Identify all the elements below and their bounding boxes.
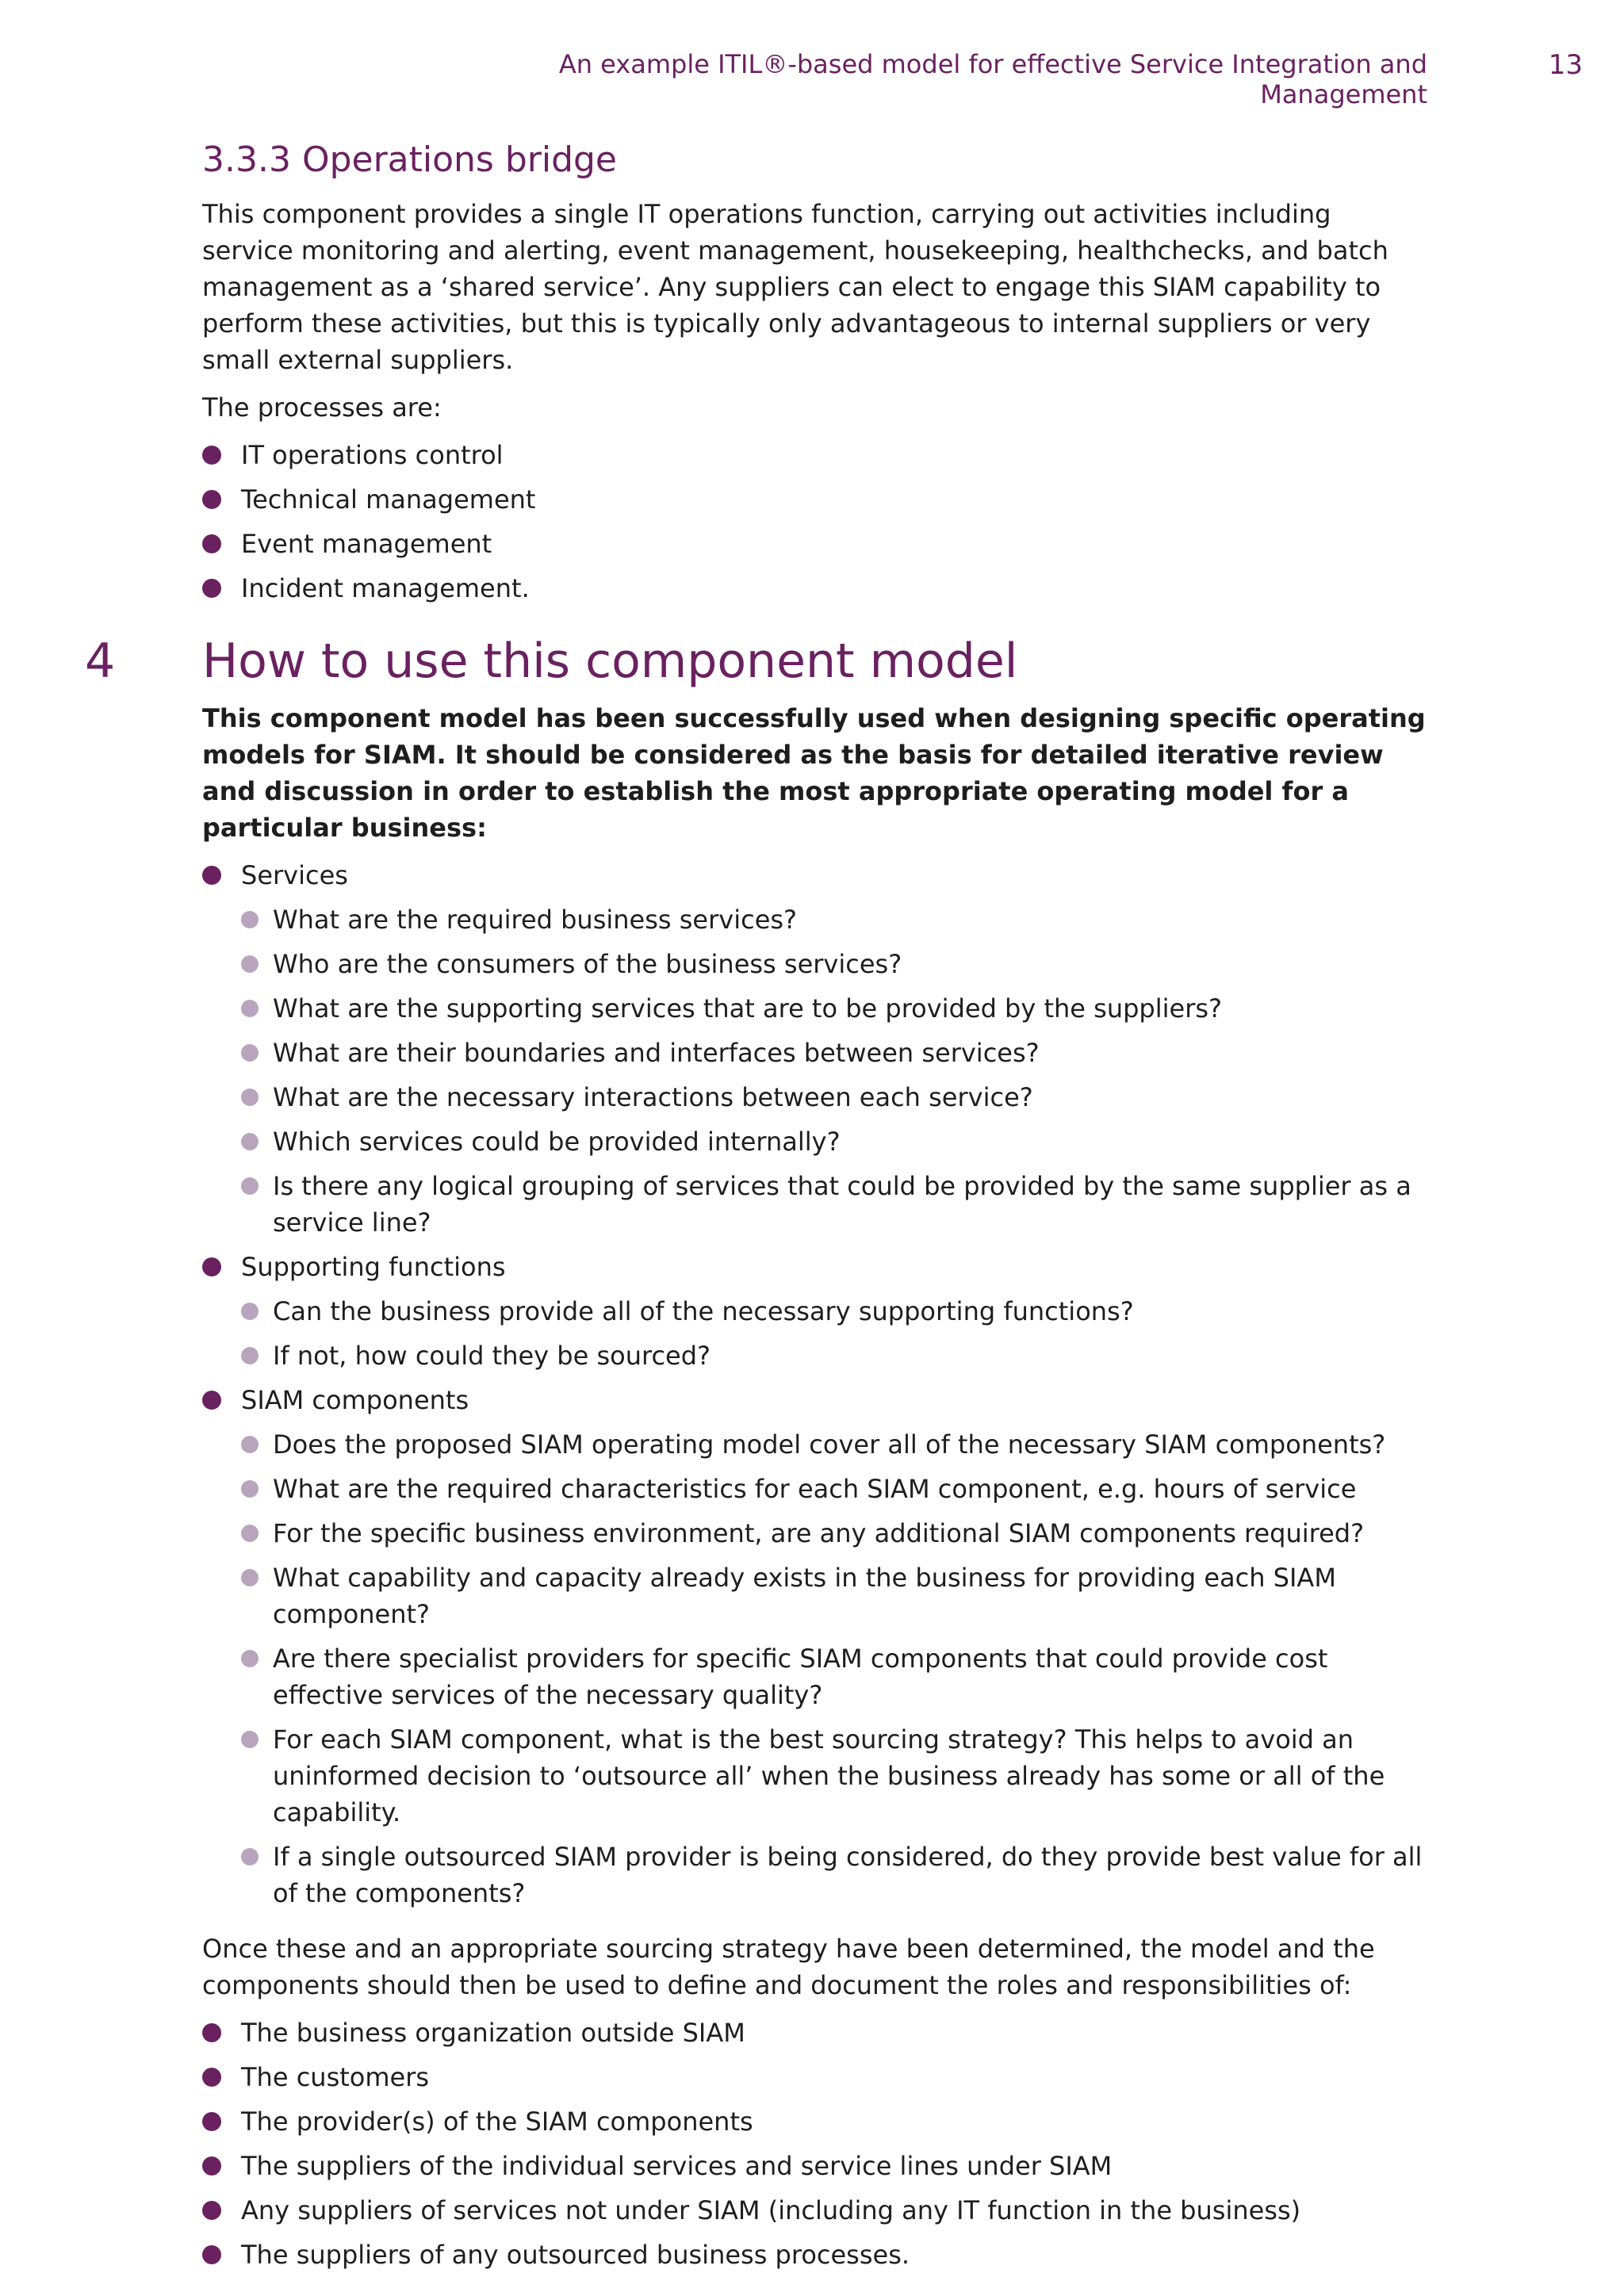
page-number: 13 <box>1548 49 1583 81</box>
bullet-icon <box>202 2112 221 2131</box>
bullet-icon <box>202 2156 221 2175</box>
sub-bullet-icon <box>241 1848 259 1866</box>
sub-list <box>241 1293 1427 1374</box>
list-item-text: Technical management <box>241 484 536 515</box>
list-item-text: Can the business provide all of the necessary supporting functions? <box>273 1296 1134 1326</box>
question-groups <box>202 857 1427 1911</box>
group-siam-components <box>202 1382 1427 1911</box>
running-header: An example ITIL®-based model for effective Service Integration and Management <box>558 49 1427 109</box>
list-item-text: Does the proposed SIAM operating model cover all of the necessary SIAM components? <box>273 1429 1386 1460</box>
list-item <box>202 570 1427 607</box>
list-item <box>241 1123 1427 1160</box>
sub-bullet-icon <box>241 1044 259 1062</box>
bullet-icon <box>202 490 221 509</box>
page-content <box>85 140 1427 2281</box>
sub-bullet-icon <box>241 1525 259 1542</box>
list-item-text: Any suppliers of services not under SIAM (including any IT function in the business) <box>241 2195 1301 2225</box>
list-item <box>202 2192 1427 2229</box>
list-item-text: Incident management. <box>241 573 530 603</box>
list-item-text: What capability and capacity already exists in the business for providing each SIAM component? <box>273 1563 1336 1629</box>
list-item-text: If not, how could they be sourced? <box>273 1341 711 1371</box>
list-item-text: Are there specialist providers for specific SIAM components that could provide cost effective services of the necessary quality? <box>273 1644 1328 1710</box>
list-item-text: The provider(s) of the SIAM components <box>241 2107 753 2137</box>
group-label: Services <box>241 860 348 890</box>
group-supporting-functions <box>202 1249 1427 1374</box>
list-item-text: What are the necessary interactions between each service? <box>273 1082 1033 1112</box>
group-label: SIAM components <box>241 1385 469 1415</box>
sub-bullet-icon <box>241 1000 259 1017</box>
list-item <box>241 1515 1427 1552</box>
list-item <box>241 990 1427 1027</box>
bullet-icon <box>202 2023 221 2042</box>
bullet-icon <box>202 2245 221 2264</box>
list-item <box>202 481 1427 518</box>
section-heading: 3.3.3 Operations bridge <box>202 140 617 180</box>
list-item <box>241 1337 1427 1374</box>
list-item <box>241 901 1427 938</box>
group-label: Supporting functions <box>241 1252 506 1282</box>
list-item <box>241 1426 1427 1463</box>
list-item-text: Event management <box>241 529 492 559</box>
bullet-icon <box>202 534 221 553</box>
sub-bullet-icon <box>241 1303 259 1320</box>
list-item <box>241 1035 1427 1071</box>
list-item-text: What are their boundaries and interfaces between services? <box>273 1038 1040 1068</box>
chapter-section <box>85 633 1427 2273</box>
sub-bullet-icon <box>241 1569 259 1586</box>
sub-bullet-icon <box>241 1650 259 1667</box>
bullet-icon <box>202 1257 221 1276</box>
processes-list <box>202 437 1427 607</box>
sub-list <box>241 1426 1427 1911</box>
sub-bullet-icon <box>241 1480 259 1498</box>
sub-list <box>241 901 1427 1241</box>
bullet-icon <box>202 579 221 598</box>
list-item-text: The suppliers of the individual services and service lines under SIAM <box>241 2151 1113 2181</box>
roles-list <box>202 2015 1427 2273</box>
sub-bullet-icon <box>241 1731 259 1748</box>
list-item <box>241 1079 1427 1115</box>
list-item <box>241 1721 1427 1831</box>
list-item <box>202 2103 1427 2140</box>
list-item-text: Who are the consumers of the business services? <box>273 949 902 979</box>
list-item-text: If a single outsourced SIAM provider is being considered, do they provide best value for all of the components? <box>273 1842 1423 1908</box>
group-services <box>202 857 1427 1241</box>
sub-bullet-icon <box>241 911 259 928</box>
list-item-text: What are the required business services? <box>273 905 798 935</box>
list-item <box>202 2015 1427 2051</box>
list-item-text: What are the supporting services that are to be provided by the suppliers? <box>273 993 1223 1024</box>
list-item <box>202 2148 1427 2184</box>
list-item <box>241 946 1427 982</box>
list-item <box>202 2059 1427 2095</box>
sub-bullet-icon <box>241 955 259 973</box>
list-item <box>202 2237 1427 2273</box>
bullet-icon <box>202 446 221 465</box>
list-item-text: The suppliers of any outsourced business processes. <box>241 2240 910 2270</box>
list-item <box>241 1293 1427 1330</box>
list-item <box>202 437 1427 473</box>
sub-bullet-icon <box>241 1347 259 1364</box>
bullet-icon <box>202 866 221 885</box>
bullet-icon <box>202 1391 221 1410</box>
closing-paragraph: Once these and an appropriate sourcing strategy have been determined, the model and the components should then be used to define and document the roles and responsibilities of: <box>202 1934 1375 2000</box>
sub-bullet-icon <box>241 1436 259 1453</box>
section-paragraph: This component provides a single IT operations function, carrying out activities including service monitoring and alerting, event management, housekeeping, healthchecks, and batch management as a ‘shared service’. Any suppliers can elect to engage this SIAM capability to perform these activities, but this is typically only advantageous to internal suppliers or very small external suppliers. <box>202 199 1388 375</box>
list-item-text: Which services could be provided internally? <box>273 1127 841 1157</box>
processes-intro: The processes are: <box>202 392 442 423</box>
list-item <box>241 1640 1427 1713</box>
list-item-text: What are the required characteristics for each SIAM component, e.g. hours of service <box>273 1474 1357 1504</box>
list-item-text: For the specific business environment, are any additional SIAM components required? <box>273 1518 1365 1548</box>
list-item <box>241 1559 1427 1632</box>
list-item-text: The customers <box>241 2062 430 2092</box>
sub-bullet-icon <box>241 1177 259 1195</box>
list-item-text: The business organization outside SIAM <box>241 2018 745 2048</box>
list-item <box>202 526 1427 562</box>
list-item-text: For each SIAM component, what is the best sourcing strategy? This helps to avoid an uninformed decision to ‘outsource all’ when the business already has some or all of the capability. <box>273 1724 1385 1827</box>
list-item <box>241 1168 1427 1241</box>
list-item-text: IT operations control <box>241 440 504 470</box>
chapter-title: How to use this component model <box>202 633 1018 689</box>
list-item <box>241 1839 1427 1911</box>
list-item-text: Is there any logical grouping of services that could be provided by the same supplier as a service line? <box>273 1171 1411 1238</box>
sub-bullet-icon <box>241 1089 259 1106</box>
bullet-icon <box>202 2068 221 2087</box>
bullet-icon <box>202 2201 221 2220</box>
chapter-number: 4 <box>85 633 116 689</box>
chapter-intro: This component model has been successfully used when designing specific operating models for SIAM. It should be considered as the basis for detailed iterative review and discussion in order to establish the most appropriate operating model for a particular business: <box>202 703 1426 843</box>
list-item <box>241 1471 1427 1507</box>
sub-bullet-icon <box>241 1133 259 1150</box>
